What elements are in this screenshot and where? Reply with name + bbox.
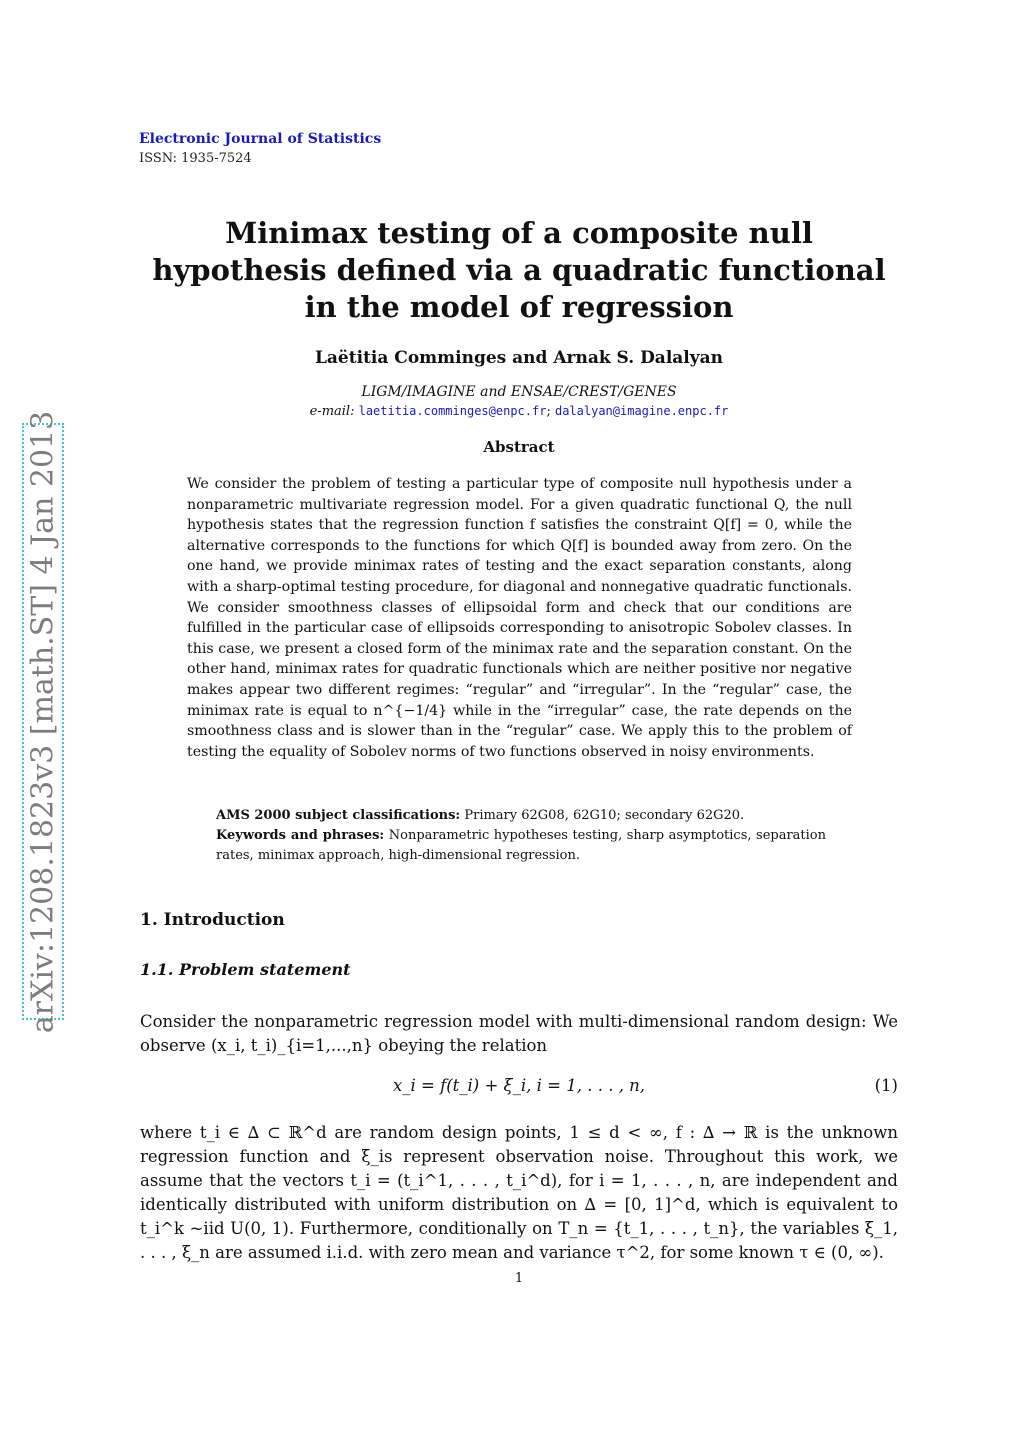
- subsection-heading: 1.1. Problem statement: [140, 960, 351, 979]
- email-link-2[interactable]: dalalyan@imagine.enpc.fr: [554, 404, 729, 418]
- ams-value: Primary 62G08, 62G10; secondary 62G20.: [464, 808, 745, 823]
- section-heading: 1. Introduction: [140, 910, 285, 930]
- arxiv-stamp: [22, 410, 64, 1033]
- equation-body: x_i = f(t_i) + ξ_i, i = 1, . . . , n,: [392, 1076, 646, 1095]
- classification-block: [216, 806, 826, 866]
- abstract-text: We consider the problem of testing a particular type of composite null hypothesis under a nonparametric multivariate regression model. For a given quadratic functional Q, the null hypothesis states that the regression function f satisfies the constraint Q[f] = 0, while the alternative corresponds to the functions for which Q[f] is bounded away from zero. On the one hand, we provide minimax rates of testing and the exact separation constants, along with a sharp-optimal testing procedure, for diagonal and nonnegative quadratic functionals. We consider smoothness classes of ellipsoidal form and check that our conditions are fulfilled in the particular case of ellipsoids corresponding to anisotropic Sobolev classes. In this case, we present a closed form of the minimax rate and the separation constant. On the other hand, minimax rates for quadratic functionals which are neither positive nor negative makes appear two different regimes: “regular” and “irregular”. In the “regular” case, the minimax rate is equal to n^{−1/4} while in the “irregular” case, the rate depends on the smoothness class and is slower than in the “regular” case. We apply this to the problem of testing the equality of Sobolev norms of two functions observed in noisy environments.: [187, 476, 852, 760]
- equation-number: (1): [874, 1076, 898, 1095]
- equation-1: [140, 1076, 898, 1100]
- email-separator: ;: [546, 404, 551, 419]
- body-paragraph-1: [140, 1010, 898, 1058]
- abstract-heading: Abstract: [483, 438, 555, 456]
- journal-name: Electronic Journal of Statistics: [139, 131, 382, 147]
- email-link-1[interactable]: laetitia.comminges@enpc.fr: [358, 404, 547, 418]
- paper-title: Minimax testing of a composite null hypothesis defined via a quadratic functional in the model of regression: [152, 216, 886, 324]
- keywords-label: Keywords and phrases:: [216, 828, 385, 843]
- ams-line: [216, 806, 826, 826]
- ams-label: AMS 2000 subject classifications:: [216, 808, 461, 823]
- email-line: [140, 404, 898, 419]
- keywords-value: Nonparametric hypotheses testing, sharp asymptotics, separation rates, minimax approach, high-dimensional regression.: [216, 828, 827, 863]
- paragraph-1-text: Consider the nonparametric regression model with multi-dimensional random design: We observe (x_i, t_i)_{i=1,...,n} obeying the relation: [140, 1012, 898, 1055]
- keywords-line: [216, 826, 826, 866]
- abstract-body: [187, 474, 852, 762]
- email-label: e-mail:: [309, 404, 355, 419]
- paragraph-2-text: where t_i ∈ ∆ ⊂ ℝ^d are random design points, 1 ≤ d < ∞, f : ∆ → ℝ is the unknown regression function and ξ_is represent observation noise. Throughout this work, we assume that the vectors t_i = (t_i^1, . . . , t_i^d), for i = 1, . . . , n, are independent and identically distributed with uniform distribution on ∆ = [0, 1]^d, which is equivalent to t_i^k ~iid U(0, 1). Furthermore, conditionally on T_n = {t_1, . . . , t_n}, the variables ξ_1, . . . , ξ_n are assumed i.i.d. with zero mean and variance τ^2, for some known τ ∈ (0, ∞).: [140, 1123, 898, 1262]
- arxiv-stamp-text: arXiv:1208.1823v3 [math.ST] 4 Jan 2013: [25, 410, 61, 1033]
- page-number: 1: [514, 1271, 524, 1286]
- affiliation: LIGM/IMAGINE and ENSAE/CREST/GENES: [361, 384, 677, 400]
- issn: ISSN: 1935-7524: [139, 151, 252, 166]
- body-paragraph-2: [140, 1121, 898, 1265]
- authors: Laëtitia Comminges and Arnak S. Dalalyan: [314, 348, 724, 368]
